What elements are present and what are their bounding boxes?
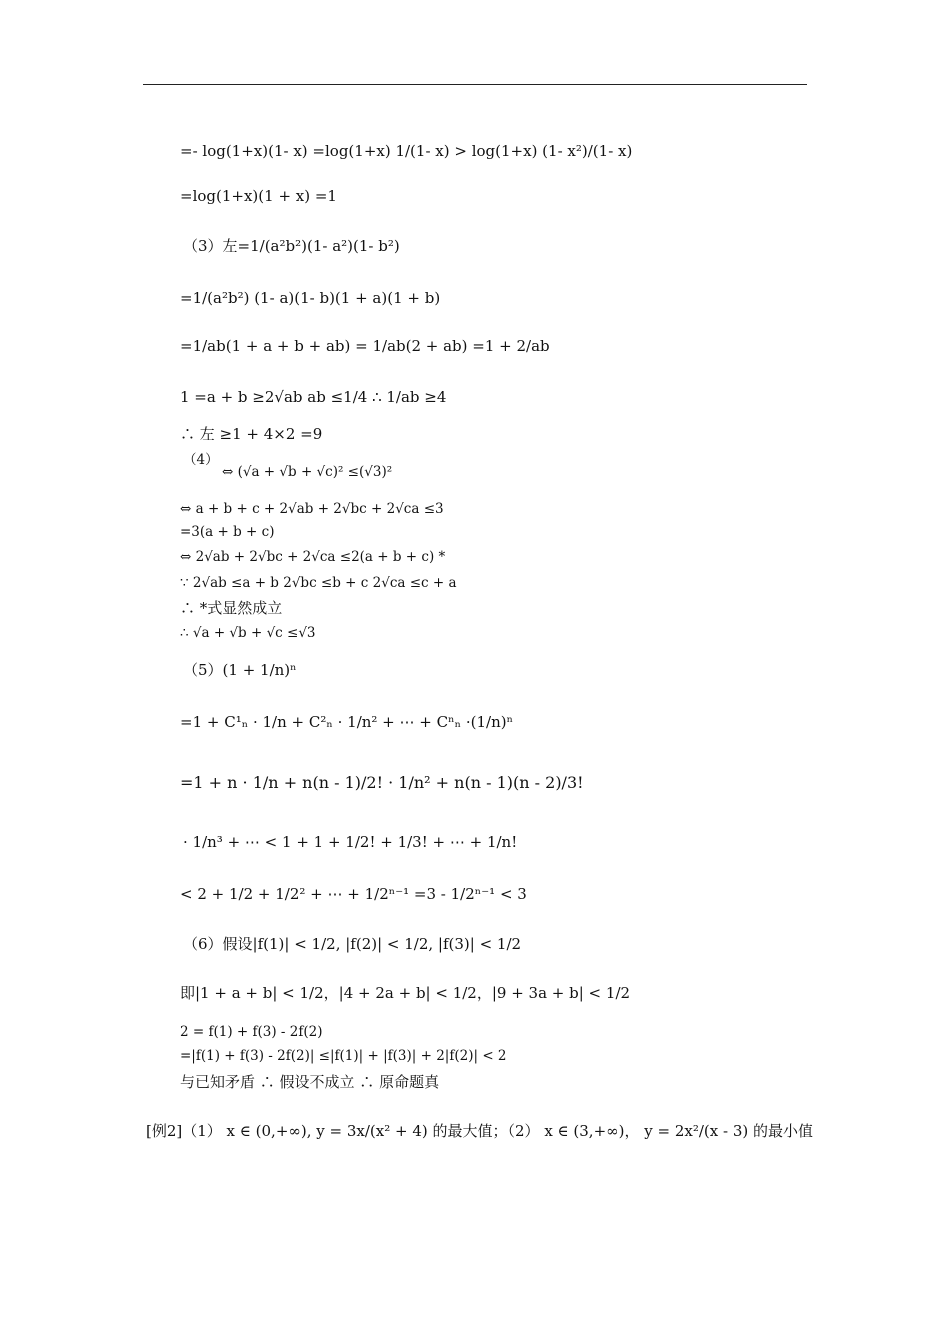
math-line: （3）左=1/(a²b²)(1- a²)(1- b²) [183, 237, 400, 255]
math-line: ⇔ (√a + √b + √c)² ≤(√3)² [222, 464, 393, 480]
math-line: =log(1+x)(1 + x) =1 [180, 187, 337, 205]
math-line: ∵ 2√ab ≤a + b 2√bc ≤b + c 2√ca ≤c + a [180, 575, 457, 591]
math-line: ∴ *式显然成立 [180, 599, 283, 617]
math-line: =1/(a²b²) (1- a)(1- b)(1 + a)(1 + b) [180, 289, 441, 307]
math-line: =1 + C¹ₙ · 1/n + C²ₙ · 1/n² + ⋯ + Cⁿₙ ·(1/n)ⁿ [180, 713, 514, 731]
math-line: ⇔ 2√ab + 2√bc + 2√ca ≤2(a + b + c) * [180, 549, 446, 565]
math-line: =|f(1) + f(3) - 2f(2)| ≤|f(1)| + |f(3)| + 2|f(2)| < 2 [180, 1048, 507, 1064]
math-line: （5）(1 + 1/n)ⁿ [183, 661, 297, 679]
math-line: （6）假设|f(1)| < 1/2, |f(2)| < 1/2, |f(3)| < 1/2 [183, 935, 522, 953]
math-line: （4） [183, 452, 219, 468]
math-line: · 1/n³ + ⋯ < 1 + 1 + 1/2! + 1/3! + ⋯ + 1/n! [183, 833, 518, 851]
math-line: 2 = f(1) + f(3) - 2f(2) [180, 1024, 323, 1040]
math-line: 即|1 + a + b| < 1/2，|4 + 2a + b| < 1/2，|9 + 3a + b| < 1/2 [180, 984, 631, 1002]
math-line: =- log(1+x)(1- x) =log(1+x) 1/(1- x) > log(1+x) (1- x²)/(1- x) [180, 142, 633, 160]
math-line: ∴ √a + √b + √c ≤√3 [180, 625, 316, 641]
math-line: ∴ 左 ≥1 + 4×2 =9 [180, 425, 323, 443]
math-line: =1 + n · 1/n + n(n - 1)/2! · 1/n² + n(n - 1)(n - 2)/3! [180, 773, 584, 792]
example-2: [例2]（1） x ∈ (0,+∞), y = 3x/(x² + 4) 的最大值；（2） x ∈ (3,+∞)， y = 2x²/(x - 3) 的最小值 [146, 1122, 813, 1140]
math-line: 1 =a + b ≥2√ab ab ≤1/4 ∴ 1/ab ≥4 [180, 388, 447, 406]
math-line: =1/ab(1 + a + b + ab) = 1/ab(2 + ab) =1 + 2/ab [180, 337, 550, 355]
header-rule [143, 84, 807, 85]
math-line: ⇔ a + b + c + 2√ab + 2√bc + 2√ca ≤3 [180, 501, 444, 517]
math-line: =3(a + b + c) [180, 524, 275, 540]
math-line: 与已知矛盾 ∴ 假设不成立 ∴ 原命题真 [180, 1073, 440, 1091]
math-line: < 2 + 1/2 + 1/2² + ⋯ + 1/2ⁿ⁻¹ =3 - 1/2ⁿ⁻¹ < 3 [180, 885, 527, 903]
